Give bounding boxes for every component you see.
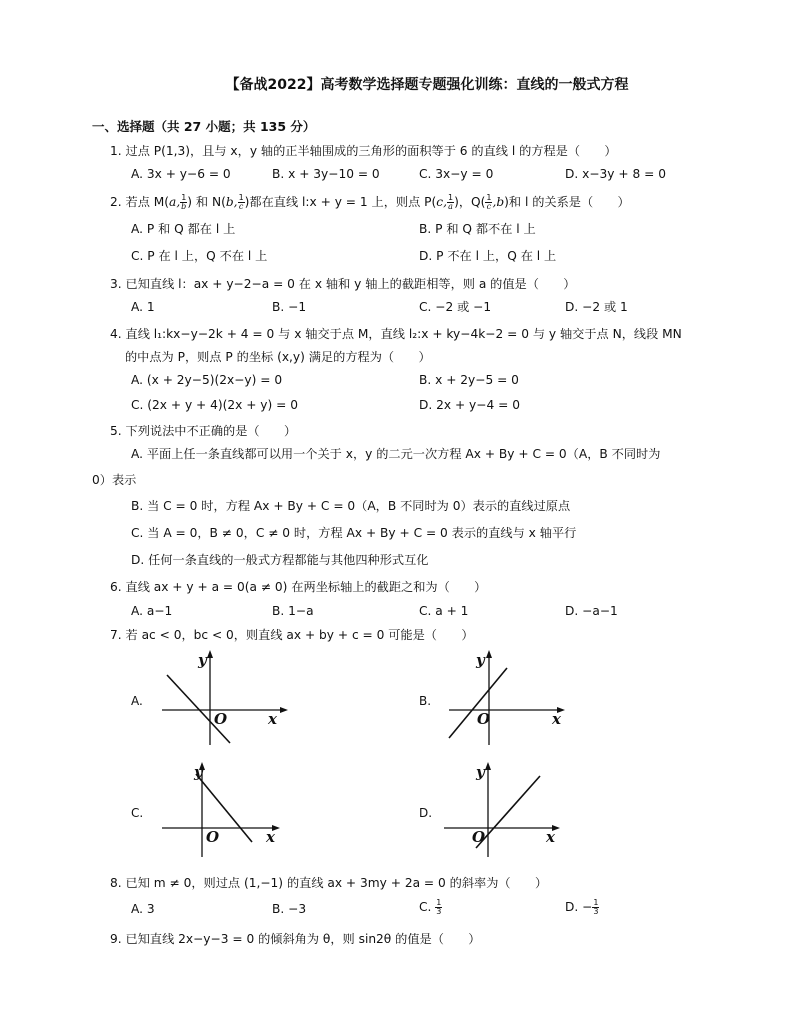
question-1-option-a[interactable]: A. 3x + y−6 = 0	[131, 167, 231, 181]
fraction-denominator: c	[238, 202, 244, 211]
question-2-stem: 2. 若点 M(a, $\frac{1}{b}$ ) 和 N(b, $\frac{1}{c}$ )都在直线 l:x + y = 1 上，则点 P(c, $\frac{1}{a}$ )，Q( $\frac{1}{c}$ ,b)和 l 的关系是（ ）	[110, 193, 630, 211]
fraction-numerator: 1	[447, 193, 454, 202]
graph-c	[162, 762, 287, 857]
question-1-stem: 1. 过点 P(1,3)，且与 x，y 轴的正半轴围成的三角形的面积等于 6 的直线 l 的方程是（ ）	[110, 144, 617, 158]
question-4-stem-line-2: 的中点为 P，则点 P 的坐标 (x,y) 满足的方程为（ ）	[125, 350, 431, 364]
question-7-option-d[interactable]: D.	[419, 806, 433, 820]
question-8-option-a[interactable]: A. 3	[131, 902, 155, 916]
fraction-denominator: a	[448, 202, 453, 211]
x-axis-label: x	[546, 828, 555, 846]
section-heading: 一、选择题（共 27 小题；共 135 分）	[92, 119, 316, 134]
question-8-option-d[interactable]	[565, 899, 599, 916]
x-axis-arrow	[280, 707, 288, 713]
fraction-numerator: 1	[593, 898, 599, 907]
y-axis-arrow	[207, 650, 213, 658]
question-2-option-b[interactable]: B. P 和 Q 都不在 l 上	[419, 222, 536, 236]
q2-m-fraction	[180, 194, 187, 211]
q2-n-coord: b,	[225, 195, 238, 209]
question-5-option-a[interactable]: A. 平面上任一条直线都可以用一个关于 x，y 的二元一次方程 Ax + By + C = 0（A，B 不同时为	[131, 447, 661, 461]
x-axis-label: x	[266, 828, 275, 846]
fraction	[592, 899, 599, 916]
question-6-option-a[interactable]: A. a−1	[131, 604, 173, 618]
question-8-stem: 8. 已知 m ≠ 0，则过点 (1,−1) 的直线 ax + 3my + 2a = 0 的斜率为（ ）	[110, 876, 548, 890]
question-1-option-d[interactable]: D. x−3y + 8 = 0	[565, 167, 666, 181]
q2-text-2: 和 N	[195, 195, 222, 209]
y-axis-label: y	[194, 763, 203, 781]
graph-line	[196, 774, 252, 842]
q2-text-5: 和 l 的关系是（ ）	[508, 195, 630, 209]
question-7-stem: 7. 若 ac < 0，bc < 0，则直线 ax + by + c = 0 可能是（ ）	[110, 628, 474, 642]
fraction-denominator: 3	[436, 907, 442, 916]
y-axis-arrow	[486, 650, 492, 658]
y-axis-label: y	[476, 763, 485, 781]
question-7-option-b[interactable]: B.	[419, 694, 432, 708]
graph-line	[167, 675, 230, 743]
y-axis-label: y	[198, 651, 207, 669]
question-4-stem-line-1: 4. 直线 l₁:kx−y−2k + 4 = 0 与 x 轴交于点 M，直线 l₂:x + ky−4k−2 = 0 与 y 轴交于点 N，线段 MN	[110, 327, 682, 341]
question-6-option-c[interactable]: C. a + 1	[419, 604, 469, 618]
question-6-option-b[interactable]: B. 1−a	[272, 604, 314, 618]
question-4-option-b[interactable]: B. x + 2y−5 = 0	[419, 373, 519, 387]
graph-b	[449, 650, 574, 745]
question-5-option-d[interactable]: D. 任何一条直线的一般式方程都能与其他四种形式互化	[131, 553, 429, 567]
fraction-numerator: 1	[486, 193, 492, 202]
question-5-option-a-cont: 0）表示	[92, 473, 137, 487]
question-4-option-c[interactable]: C. (2x + y + 4)(2x + y) = 0	[131, 398, 298, 412]
question-3-option-b[interactable]: B. −1	[272, 300, 307, 314]
question-1-option-c[interactable]: C. 3x−y = 0	[419, 167, 494, 181]
question-5-option-b[interactable]: B. 当 C = 0 时，方程 Ax + By + C = 0（A，B 不同时为 0）表示的直线过原点	[131, 499, 571, 513]
graph-a	[162, 650, 287, 745]
q2-p-coord: c,	[436, 195, 447, 209]
origin-label: O	[477, 710, 491, 728]
question-6-stem: 6. 直线 ax + y + a = 0(a ≠ 0) 在两坐标轴上的截距之和为（ ）	[110, 580, 487, 594]
fraction-numerator: 1	[238, 193, 244, 202]
question-6-option-d[interactable]: D. −a−1	[565, 604, 618, 618]
question-4-option-a[interactable]: A. (x + 2y−5)(2x−y) = 0	[131, 373, 283, 387]
graph-d	[444, 762, 569, 857]
question-3-option-c[interactable]: C. −2 或 −1	[419, 300, 492, 314]
question-7-option-a[interactable]: A.	[131, 694, 143, 708]
x-axis-label: x	[268, 710, 277, 728]
fraction-numerator: 1	[181, 193, 187, 202]
q2-m-coord: a,	[169, 195, 181, 209]
fraction-numerator: 1	[436, 898, 442, 907]
question-5-stem: 5. 下列说法中不正确的是（ ）	[110, 424, 297, 438]
y-axis-arrow	[485, 762, 491, 770]
question-2-option-d[interactable]: D. P 不在 l 上，Q 在 l 上	[419, 249, 557, 263]
x-axis-label: x	[552, 710, 561, 728]
q2-n-fraction	[238, 194, 245, 211]
q2-text-1: 2. 若点 M	[110, 195, 165, 209]
option-prefix: C.	[419, 900, 432, 914]
page-title: 【备战2022】高考数学选择题专题强化训练：直线的一般式方程	[225, 77, 629, 93]
graph-line	[476, 776, 540, 848]
question-8-option-b[interactable]: B. −3	[272, 902, 307, 916]
q2-q-coord: ,b	[492, 195, 505, 209]
fraction	[435, 899, 442, 916]
fraction-denominator: 3	[593, 907, 599, 916]
question-8-option-c[interactable]	[419, 899, 442, 916]
origin-label: O	[472, 828, 486, 846]
y-axis-label: y	[476, 651, 485, 669]
question-9-stem: 9. 已知直线 2x−y−3 = 0 的倾斜角为 θ，则 sin2θ 的值是（ ）	[110, 932, 481, 946]
question-2-option-c[interactable]: C. P 在 l 上，Q 不在 l 上	[131, 249, 268, 263]
question-1-option-b[interactable]: B. x + 3y−10 = 0	[272, 167, 380, 181]
q2-text-3: 都在直线 l:x + y = 1 上，则点 P	[249, 195, 432, 209]
question-7-option-c[interactable]: C.	[131, 806, 144, 820]
fraction-denominator: c	[486, 202, 492, 211]
question-4-option-d[interactable]: D. 2x + y−4 = 0	[419, 398, 520, 412]
origin-label: O	[214, 710, 228, 728]
question-3-stem: 3. 已知直线 l：ax + y−2−a = 0 在 x 轴和 y 轴上的截距相等，则 a 的值是（ ）	[110, 277, 576, 291]
option-prefix: D. −	[565, 900, 593, 914]
question-3-option-a[interactable]: A. 1	[131, 300, 155, 314]
q2-text-4: ，Q	[458, 195, 481, 209]
question-5-option-c[interactable]: C. 当 A = 0，B ≠ 0，C ≠ 0 时，方程 Ax + By + C = 0 表示的直线与 x 轴平行	[131, 526, 577, 540]
question-3-option-d[interactable]: D. −2 或 1	[565, 300, 628, 314]
q2-p-fraction	[447, 194, 454, 211]
question-2-option-a[interactable]: A. P 和 Q 都在 l 上	[131, 222, 236, 236]
origin-label: O	[206, 828, 220, 846]
fraction-denominator: b	[181, 202, 187, 211]
